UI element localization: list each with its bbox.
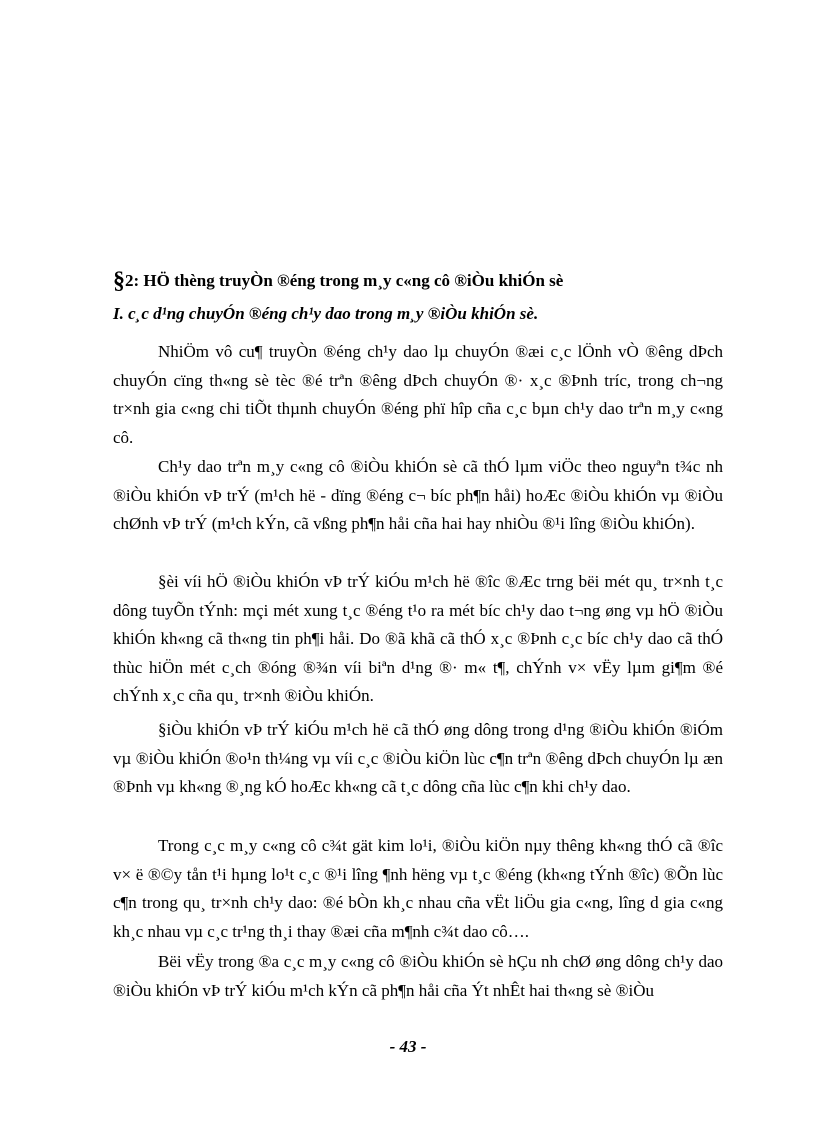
paragraph-6: Bëi vËy trong ®a c¸c m¸y c«ng cô ®iÒu khiÓn sè hÇu nh chØ øng dông ch¹y dao ®iÒu khiÓn vÞ trÝ kiÓu m¹ch kÝn cã ph¶n håi cña Ýt nhÊt hai th«ng sè ®iÒu (113, 952, 723, 1000)
page-number: - 43 - (389, 1037, 427, 1056)
section-heading-text: 2: HÖ thèng truyÒn ®éng trong m¸y c«ng cô ®iÒu khiÓn sè (125, 271, 564, 290)
paragraph-4: §iÒu khiÓn vÞ trÝ kiÓu m¹ch hë cã thÓ øng dông trong d¹ng ®iÒu khiÓn ®iÓm vµ ®iÒu khiÓn ®o¹n th¼ng vµ víi c¸c ®iÒu kiÖn lùc c¶n trªn ®êng dÞch chuyÓn lµ æn ®Þnh vµ kh«ng ®¸ng kÓ hoÆc kh«ng cã t¸c dông cña lùc c¶n khi ch¹y dao. (113, 720, 723, 796)
paragraph-5: Trong c¸c m¸y c«ng cô c¾t gät kim lo¹i, ®iÒu kiÖn nµy thêng kh«ng thÓ cã ®îc v× ë ®©y tån t¹i hµng lo¹t c¸c ®¹i lîng ¶nh hëng vµ t¸c ®éng (kh«ng tÝnh ®îc) ®Õn lùc c¶n trong qu¸ tr×nh ch¹y dao: ®é bÒn kh¸c nhau cña vËt liÖu gia c«ng, lîng d gia c«ng kh¸c nhau vµ c¸c tr¹ng th¸i thay ®æi cña m¶nh c¾t dao cô…. (113, 836, 723, 941)
paragraph-2: Ch¹y dao trªn m¸y c«ng cô ®iÒu khiÓn sè cã thÓ lµm viÖc theo nguyªn t¾c nh ®iÒu khiÓn vÞ trÝ (m¹ch hë - dïng ®éng c¬ bíc ph¶n håi) hoÆc ®iÒu khiÓn vµ ®iÒu chØnh vÞ trÝ (m¹ch kÝn, cã vßng ph¶n håi cña hai hay nhiÒu ®¹i lîng ®iÒu khiÓn). (113, 457, 723, 533)
section-heading (113, 268, 733, 295)
paragraph-3: §èi víi hÖ ®iÒu khiÓn vÞ trÝ kiÓu m¹ch hë ®îc ®Æc trng bëi mét qu¸ tr×nh t¸c dông tuyÕn tÝnh: mçi mét xung t¸c ®éng t¹o ra mét bíc ch¹y dao t¬ng øng vµ hÖ ®iÒu khiÓn kh«ng cã th«ng tin ph¶i håi. Do ®ã khã cã thÓ x¸c ®Þnh c¸c bíc ch¹y dao cã thÓ thùc hiÖn mét c¸ch ®óng ®¾n víi biªn d¹ng ®· m« t¶, chÝnh v× vËy lµm gi¶m ®é chÝnh x¸c cña qu¸ tr×nh ®iÒu khiÓn. (113, 572, 723, 705)
paragraph-1: NhiÖm vô cu¶ truyÒn ®éng ch¹y dao lµ chuyÓn ®æi c¸c lÖnh vÒ ®êng dÞch chuyÓn cïng th«ng sè tèc ®é trªn ®êng dÞch chuyÓn ®· x¸c ®Þnh tríc, trong ch¬ng tr×nh gia c«ng chi tiÕt thµnh chuyÓn ®éng phï hîp cña c¸c bµn ch¹y dao trªn m¸y c«ng cô. (113, 342, 723, 447)
section-symbol: § (113, 268, 125, 294)
subheading: I. c¸c d¹ng chuyÓn ®éng ch¹y dao trong m¸y ®iÒu khiÓn sè. (113, 304, 539, 323)
